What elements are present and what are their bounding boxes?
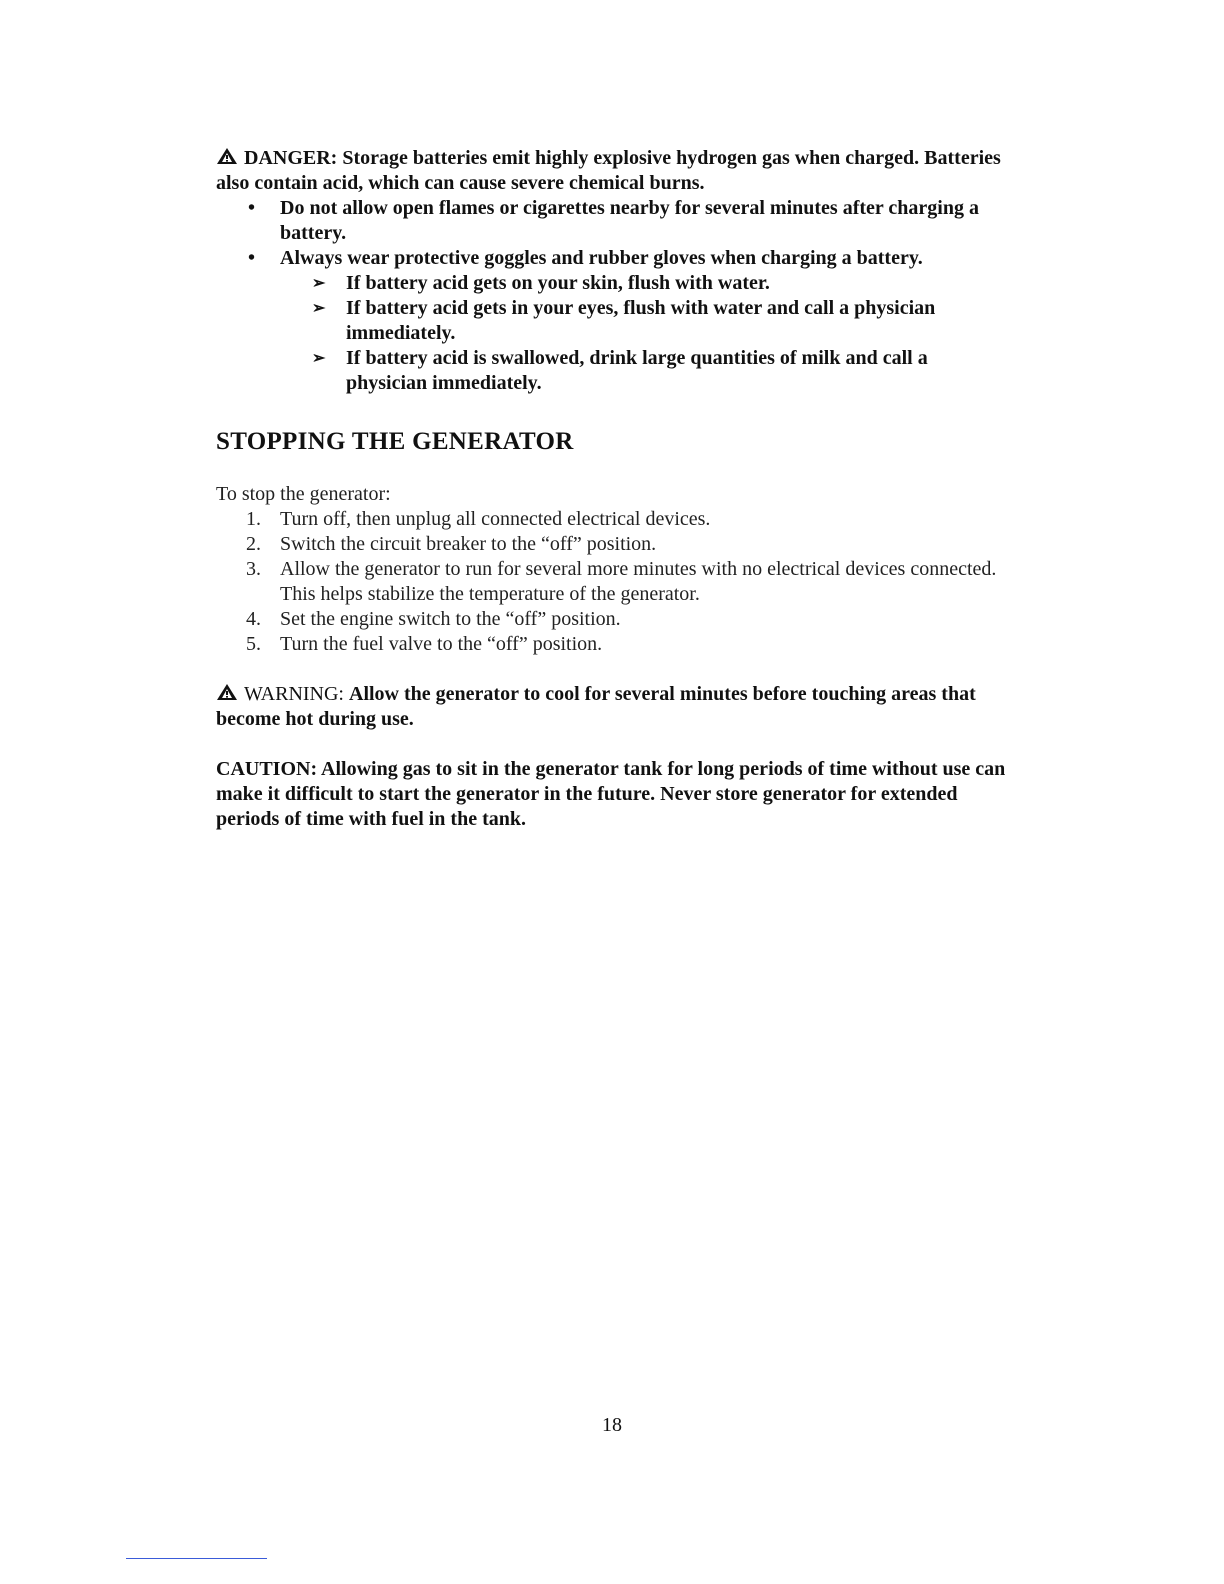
caution-notice [216, 757, 1006, 832]
acid-sub-list [280, 271, 1006, 396]
list-item [246, 632, 1006, 657]
step-text: Set the engine switch to the “off” position. [280, 608, 621, 630]
list-item [312, 296, 1006, 346]
list-item [312, 346, 1006, 396]
caution-text: Allowing gas to sit in the generator tank for long periods of time without use can make it difficult to start the generator in the future. Never store generator for extended periods of time with fuel in the tank. [216, 758, 1006, 830]
danger-label: DANGER: [244, 147, 338, 169]
steps-list [216, 507, 1006, 657]
list-item [246, 507, 1006, 532]
step-text: Allow the generator to run for several more minutes with no electrical devices connected. This helps stabilize the temperature of the generator. [280, 558, 997, 605]
step-number: 1. [246, 508, 261, 530]
list-item [248, 196, 1006, 246]
sub-item-text: If battery acid gets on your skin, flush with water. [346, 272, 770, 294]
step-text: Turn the fuel valve to the “off” position. [280, 633, 603, 655]
warning-notice [216, 682, 1006, 732]
danger-section [216, 146, 1006, 396]
list-item [312, 271, 1006, 296]
sub-item-text: If battery acid gets in your eyes, flush with water and call a physician immediately. [346, 297, 936, 344]
warning-triangle-icon [216, 683, 238, 701]
list-item [248, 246, 1006, 396]
list-item [246, 557, 1006, 607]
bullet-text: Always wear protective goggles and rubber gloves when charging a battery. [280, 247, 923, 269]
list-item [246, 532, 1006, 557]
arrow-bullet-icon: ➢ [312, 275, 326, 292]
warning-triangle-icon [216, 147, 238, 165]
warning-label: WARNING: [244, 683, 344, 705]
warning-text: Allow the generator to cool for several minutes before touching areas that become hot during use. [216, 683, 976, 730]
step-number: 4. [246, 608, 261, 630]
step-number: 3. [246, 558, 261, 580]
step-number: 2. [246, 533, 261, 555]
step-text: Turn off, then unplug all connected electrical devices. [280, 508, 711, 530]
bullet-icon: • [248, 247, 256, 269]
section-title: STOPPING THE GENERATOR [216, 428, 574, 455]
danger-text: Storage batteries emit highly explosive hydrogen gas when charged. Batteries also contain acid, which can cause severe chemical burns. [216, 147, 1001, 194]
bullet-text: Do not allow open flames or cigarettes nearby for several minutes after charging a battery. [280, 197, 979, 244]
list-item [246, 607, 1006, 632]
caution-label: CAUTION: [216, 758, 318, 780]
danger-bullet-list [216, 196, 1006, 396]
page-number: 18 [602, 1414, 622, 1436]
danger-notice [216, 146, 1006, 396]
sub-item-text: If battery acid is swallowed, drink large quantities of milk and call a physician immediately. [346, 347, 928, 394]
steps-intro: To stop the generator: [216, 483, 391, 505]
arrow-bullet-icon: ➢ [312, 300, 326, 317]
arrow-bullet-icon: ➢ [312, 350, 326, 367]
footnote-divider [126, 1558, 267, 1559]
step-number: 5. [246, 633, 261, 655]
step-text: Switch the circuit breaker to the “off” position. [280, 533, 657, 555]
stopping-steps [216, 482, 1006, 657]
bullet-icon: • [248, 197, 256, 219]
